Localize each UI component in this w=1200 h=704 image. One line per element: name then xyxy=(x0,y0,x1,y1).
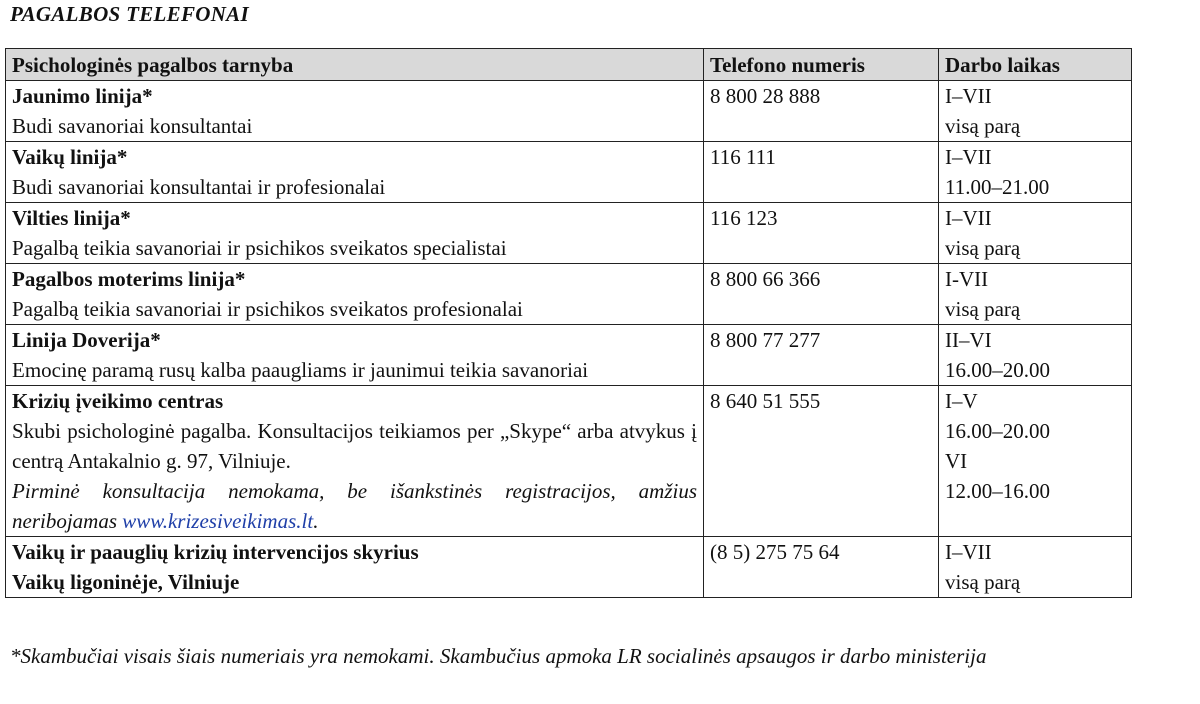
service-name: Krizių įveikimo centras xyxy=(12,389,224,413)
header-service: Psichologinės pagalbos tarnyba xyxy=(6,49,704,81)
header-hours: Darbo laikas xyxy=(939,49,1132,81)
document-title: PAGALBOS TELEFONAI xyxy=(10,2,249,26)
hours-days: I–VII xyxy=(945,540,992,564)
hours-time: visą parą xyxy=(945,570,1021,594)
service-cell xyxy=(6,142,704,203)
phone-number: (8 5) 275 75 64 xyxy=(704,537,939,598)
hours-days: II–VI xyxy=(945,328,992,352)
phone-number: 8 800 77 277 xyxy=(704,325,939,386)
phone-number: 116 111 xyxy=(704,142,939,203)
phone-number: 8 640 51 555 xyxy=(704,386,939,537)
hours-time: 12.00–16.00 xyxy=(945,479,1050,503)
service-name: Jaunimo linija* xyxy=(12,84,153,108)
service-note-text: Pirminė konsultacija nemokama, be išankstinės registracijos, amžius neribojamas xyxy=(12,479,697,533)
service-name: Vaikų ir paauglių krizių intervencijos skyrius xyxy=(12,540,419,564)
table-header-row xyxy=(6,49,1132,81)
service-description: Budi savanoriai konsultantai ir profesionalai xyxy=(12,175,386,199)
hours-cell xyxy=(939,264,1132,325)
help-phones-table xyxy=(5,48,1132,598)
hours-cell xyxy=(939,386,1132,537)
hours-time: 16.00–20.00 xyxy=(945,358,1050,382)
table-row xyxy=(6,142,1132,203)
service-name-location: Vaikų ligoninėje, Vilniuje xyxy=(12,570,240,594)
table-row xyxy=(6,264,1132,325)
service-name: Vaikų linija* xyxy=(12,145,128,169)
table-row xyxy=(6,386,1132,537)
service-note xyxy=(12,476,697,536)
service-cell xyxy=(6,537,704,598)
service-name: Linija Doverija* xyxy=(12,328,161,352)
phone-number: 116 123 xyxy=(704,203,939,264)
table-row xyxy=(6,81,1132,142)
table-row xyxy=(6,537,1132,598)
hours-cell xyxy=(939,203,1132,264)
service-description: Emocinę paramą rusų kalba paaugliams ir jaunimui teikia savanoriai xyxy=(12,358,589,382)
service-name: Vilties linija* xyxy=(12,206,131,230)
phone-number: 8 800 66 366 xyxy=(704,264,939,325)
website-link[interactable]: www.krizesiveikimas.lt xyxy=(122,509,314,533)
hours-time: visą parą xyxy=(945,236,1021,260)
service-description: Pagalbą teikia savanoriai ir psichikos sveikatos profesionalai xyxy=(12,297,523,321)
table-row xyxy=(6,325,1132,386)
footnote: *Skambučiai visais šiais numeriais yra nemokami. Skambučius apmoka LR socialinės apsaugos ir darbo ministerija xyxy=(10,644,987,668)
hours-days: I-VII xyxy=(945,267,989,291)
service-cell xyxy=(6,386,704,537)
phone-number: 8 800 28 888 xyxy=(704,81,939,142)
hours-time: visą parą xyxy=(945,297,1021,321)
hours-days: VI xyxy=(945,449,968,473)
service-description: Pagalbą teikia savanoriai ir psichikos sveikatos specialistai xyxy=(12,236,507,260)
hours-days: I–V xyxy=(945,389,978,413)
hours-time: 11.00–21.00 xyxy=(945,175,1050,199)
hours-time: 16.00–20.00 xyxy=(945,419,1050,443)
service-description: Budi savanoriai konsultantai xyxy=(12,114,253,138)
hours-cell xyxy=(939,81,1132,142)
service-description: Skubi psichologinė pagalba. Konsultacijos teikiamos per „Skype“ arba atvykus į centrą Antakalnio g. 97, Vilniuje. xyxy=(12,419,697,473)
service-cell xyxy=(6,325,704,386)
service-cell xyxy=(6,203,704,264)
service-name: Pagalbos moterims linija* xyxy=(12,267,246,291)
service-cell xyxy=(6,81,704,142)
hours-days: I–VII xyxy=(945,84,992,108)
table-row xyxy=(6,203,1132,264)
hours-days: I–VII xyxy=(945,206,992,230)
hours-cell xyxy=(939,142,1132,203)
hours-cell xyxy=(939,325,1132,386)
hours-cell xyxy=(939,537,1132,598)
header-phone: Telefono numeris xyxy=(704,49,939,81)
hours-days: I–VII xyxy=(945,145,992,169)
service-cell xyxy=(6,264,704,325)
link-suffix: . xyxy=(313,509,319,533)
hours-time: visą parą xyxy=(945,114,1021,138)
